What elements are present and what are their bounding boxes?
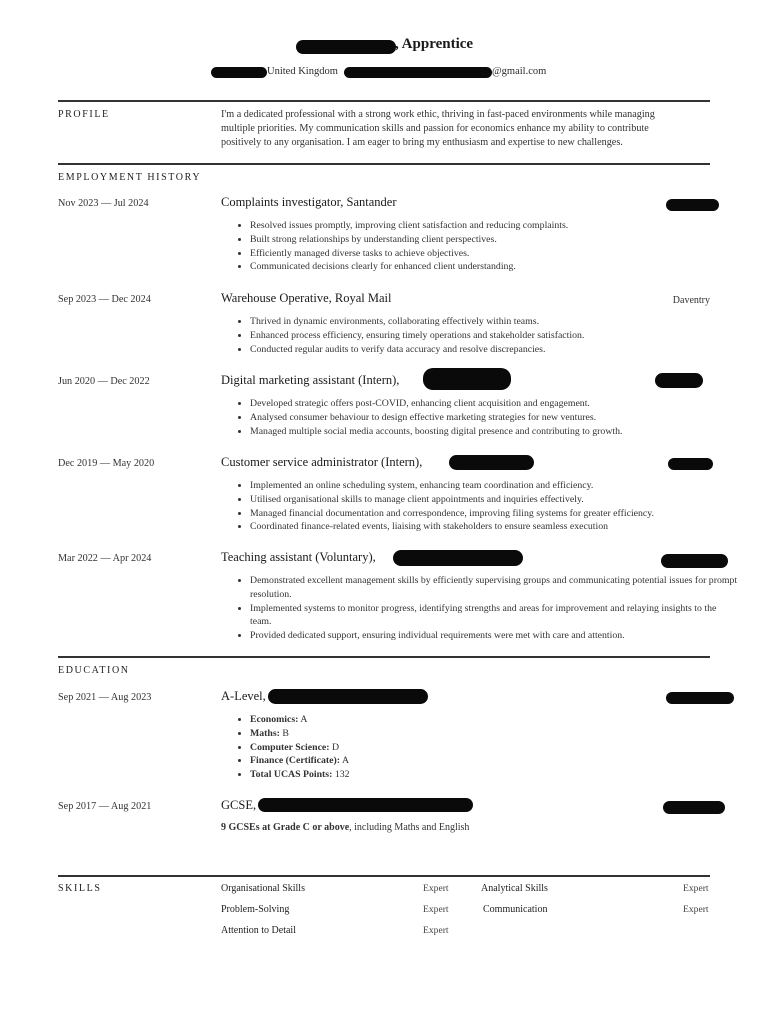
skill-level: Expert bbox=[423, 904, 449, 915]
list-item: • Total UCAS Points: 132 bbox=[250, 768, 740, 782]
section-heading-profile: PROFILE bbox=[58, 109, 110, 120]
list-item: • Efficiently managed diverse tasks to achieve objectives. bbox=[250, 247, 740, 261]
redacted-contact-1 bbox=[211, 67, 267, 78]
job-dates: Mar 2022 — Apr 2024 bbox=[58, 553, 152, 564]
list-item: • Managed financial documentation and correspondence, improving filing systems for greater efficiency. bbox=[250, 507, 740, 521]
redacted-school bbox=[268, 689, 428, 704]
redacted-location bbox=[655, 373, 703, 388]
job-bullets bbox=[234, 479, 740, 534]
redacted-location bbox=[666, 199, 719, 211]
redacted-employer bbox=[393, 550, 523, 566]
skill-name: Organisational Skills bbox=[221, 883, 305, 894]
redacted-contact-2 bbox=[344, 67, 492, 78]
skill-name: Attention to Detail bbox=[221, 925, 296, 936]
profile-line: positively to any organisation. I am eager to bring my enthusiasm and expertise to new challenges. bbox=[221, 137, 623, 148]
job-title: Warehouse Operative, Royal Mail bbox=[221, 291, 392, 305]
job-bullets bbox=[234, 219, 740, 274]
list-item: • Utilised organisational skills to manage client appointments and inquiries effectively. bbox=[250, 493, 740, 507]
redacted-school bbox=[258, 798, 473, 812]
list-item: • Provided dedicated support, ensuring individual requirements were met with care and attention. bbox=[250, 629, 740, 643]
job-bullets bbox=[234, 315, 740, 356]
job-dates: Sep 2023 — Dec 2024 bbox=[58, 294, 151, 305]
list-item: • Developed strategic offers post-COVID, enhancing client acquisition and engagement. bbox=[250, 397, 740, 411]
skill-level: Expert bbox=[423, 925, 449, 936]
list-item: • Communicated decisions clearly for enhanced client understanding. bbox=[250, 260, 740, 274]
redacted-location bbox=[668, 458, 713, 470]
skill-level: Expert bbox=[683, 904, 709, 915]
list-item: • Thrived in dynamic environments, collaborating effectively within teams. bbox=[250, 315, 740, 329]
redacted-location bbox=[663, 801, 725, 814]
list-item: • Built strong relationships by understanding client perspectives. bbox=[250, 233, 740, 247]
profile-line: multiple priorities. My communication skills and passion for economics enhance my ability to contribute bbox=[221, 123, 649, 134]
list-item: • Maths: B bbox=[250, 727, 740, 741]
contact-email[interactable]: @gmail.com bbox=[492, 66, 547, 77]
divider bbox=[58, 163, 710, 165]
list-item: • Computer Science: D bbox=[250, 741, 740, 755]
job-title: Digital marketing assistant (Intern), bbox=[221, 373, 400, 387]
job-bullets bbox=[234, 574, 740, 643]
job-bullets bbox=[234, 397, 740, 438]
list-item: • Economics: A bbox=[250, 713, 740, 727]
job-dates: Dec 2019 — May 2020 bbox=[58, 458, 155, 469]
grades-list bbox=[234, 713, 740, 782]
list-item: • Conducted regular audits to verify data accuracy and resolve discrepancies. bbox=[250, 343, 740, 357]
list-item: • Managed multiple social media accounts, boosting digital presence and contributing to growth. bbox=[250, 425, 740, 439]
job-location: Daventry bbox=[672, 295, 710, 306]
divider bbox=[58, 656, 710, 658]
education-title: A-Level, bbox=[221, 689, 266, 703]
redacted-employer bbox=[423, 368, 511, 390]
contact-location: United Kingdom bbox=[267, 66, 338, 77]
resume-name-title: , Apprentice bbox=[395, 36, 474, 52]
skill-name: Analytical Skills bbox=[481, 883, 548, 894]
skill-name: Communication bbox=[483, 904, 548, 915]
skill-name: Problem-Solving bbox=[221, 904, 290, 915]
redacted-location bbox=[666, 692, 734, 704]
profile-summary bbox=[221, 108, 701, 150]
section-heading-employment: EMPLOYMENT HISTORY bbox=[58, 172, 202, 183]
list-item: • Resolved issues promptly, improving client satisfaction and reducing complaints. bbox=[250, 219, 740, 233]
profile-line: I'm a dedicated professional with a strong work ethic, thriving in fast-paced environments while managing bbox=[221, 109, 655, 120]
education-dates: Sep 2021 — Aug 2023 bbox=[58, 692, 152, 703]
redacted-location bbox=[661, 554, 728, 568]
list-item: • Implemented systems to monitor progress, identifying strengths and areas for improvement and relaying insights to the team. bbox=[250, 602, 740, 630]
redacted-employer bbox=[449, 455, 534, 470]
list-item: • Implemented an online scheduling system, enhancing team coordination and efficiency. bbox=[250, 479, 740, 493]
divider bbox=[58, 100, 710, 102]
list-item: • Coordinated finance-related events, liaising with stakeholders to ensure seamless execution bbox=[250, 520, 740, 534]
list-item: • Demonstrated excellent management skills by efficiently supervising groups and communicating potential issues for prompt resolution. bbox=[250, 574, 740, 602]
job-title: Teaching assistant (Voluntary), bbox=[221, 550, 376, 564]
job-title: Customer service administrator (Intern), bbox=[221, 455, 423, 469]
job-title: Complaints investigator, Santander bbox=[221, 195, 397, 209]
job-dates: Nov 2023 — Jul 2024 bbox=[58, 198, 149, 209]
list-item: • Analysed consumer behaviour to design effective marketing strategies for new ventures. bbox=[250, 411, 740, 425]
education-title: GCSE, bbox=[221, 798, 257, 812]
job-dates: Jun 2020 — Dec 2022 bbox=[58, 376, 150, 387]
divider bbox=[58, 875, 710, 877]
skill-level: Expert bbox=[423, 883, 449, 894]
list-item: • Enhanced process efficiency, ensuring timely operations and stakeholder satisfaction. bbox=[250, 329, 740, 343]
skill-level: Expert bbox=[683, 883, 709, 894]
redacted-name bbox=[296, 40, 396, 54]
gcse-note: 9 GCSEs at Grade C or above, including Maths and English bbox=[221, 822, 470, 833]
list-item: • Finance (Certificate): A bbox=[250, 754, 740, 768]
section-heading-education: EDUCATION bbox=[58, 665, 130, 676]
section-heading-skills: SKILLS bbox=[58, 883, 102, 894]
education-dates: Sep 2017 — Aug 2021 bbox=[58, 801, 152, 812]
